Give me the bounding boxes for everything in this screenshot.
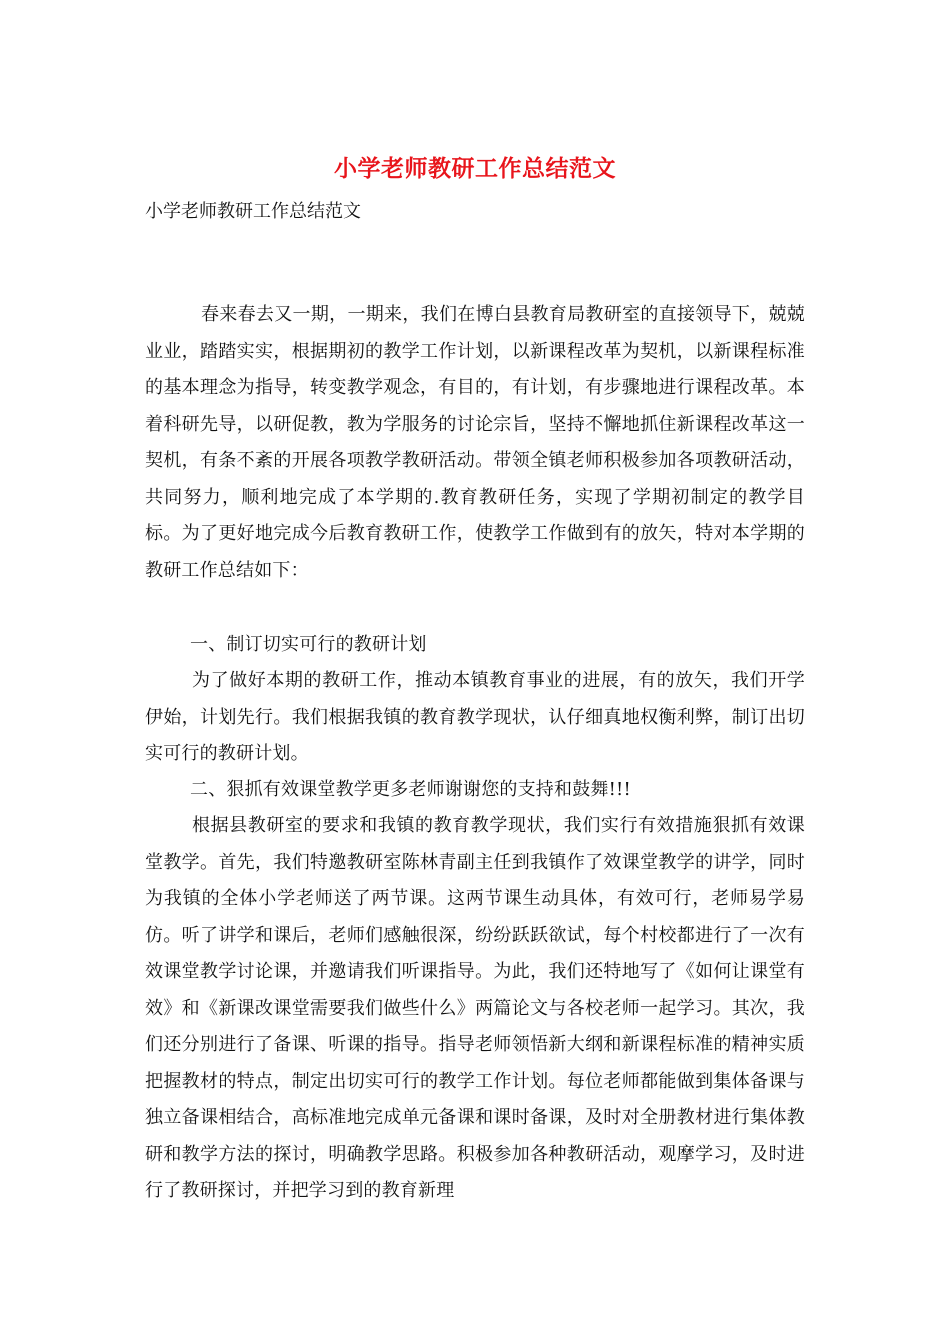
section-paragraph-1: 为了做好本期的教研工作，推动本镇教育事业的进展，有的放矢，我们开学伊始，计划先行。我们根据我镇的教育教学现状，认仔细真地权衡利弊，制订出切实可行的教研计划。 [145, 670, 805, 764]
intro-paragraph: 春来春去又一期，一期来，我们在博白县教育局教研室的直接领导下，兢兢业业，踏踏实实，根据期初的教学工作计划，以新课程改革为契机，以新课程标准的基本理念为指导，转变教学观念，有目的，有计划，有步骤地进行课程改革。本着科研先导，以研促教，教为学服务的讨论宗旨，坚持不懈地抓住新课程改革这一契机，有条不紊的开展各项教学教研活动。带领全镇老师积极参加各项教研活动，共同努力，顺利地完成了本学期的.教育教研任务，实现了学期初制定的教学目标。为了更好地完成今后教育教研工作，使教学工作做到有的放矢，特对本学期的教研工作总结如下： [145, 304, 805, 581]
section-paragraph-2: 根据县教研室的要求和我镇的教育教学现状，我们实行有效措施狠抓有效课堂教学。首先，我们特邀教研室陈林青副主任到我镇作了效课堂教学的讲学，同时为我镇的全体小学老师送了两节课。这两节课生动具体，有效可行，老师易学易仿。听了讲学和课后，老师们感触很深，纷纷跃跃欲试，每个村校都进行了一次有效课堂教学讨论课，并邀请我们听课指导。为此，我们还特地写了《如何让课堂有效》和《新课改课堂需要我们做些什么》两篇论文与各校老师一起学习。其次，我们还分别进行了备课、听课的指导。指导老师领悟新大纲和新课程标准的精神实质把握教材的特点，制定出切实可行的教学工作计划。每位老师都能做到集体备课与独立备课相结合，高标准地完成单元备课和课时备课，及时对全册教材进行集体教研和教学方法的探讨，明确教学思路。积极参加各种教研活动，观摩学习，及时进行了教研探讨，并把学习到的教育新理 [145, 815, 805, 1201]
document-subtitle: 小学老师教研工作总结范文 [145, 201, 361, 222]
section-heading-1: 一、制订切实可行的教研计划 [190, 634, 427, 655]
section-heading-2: 二、狠抓有效课堂教学更多老师谢谢您的支持和鼓舞!!! [190, 779, 631, 800]
document-title: 小学老师教研工作总结范文 [334, 155, 616, 182]
